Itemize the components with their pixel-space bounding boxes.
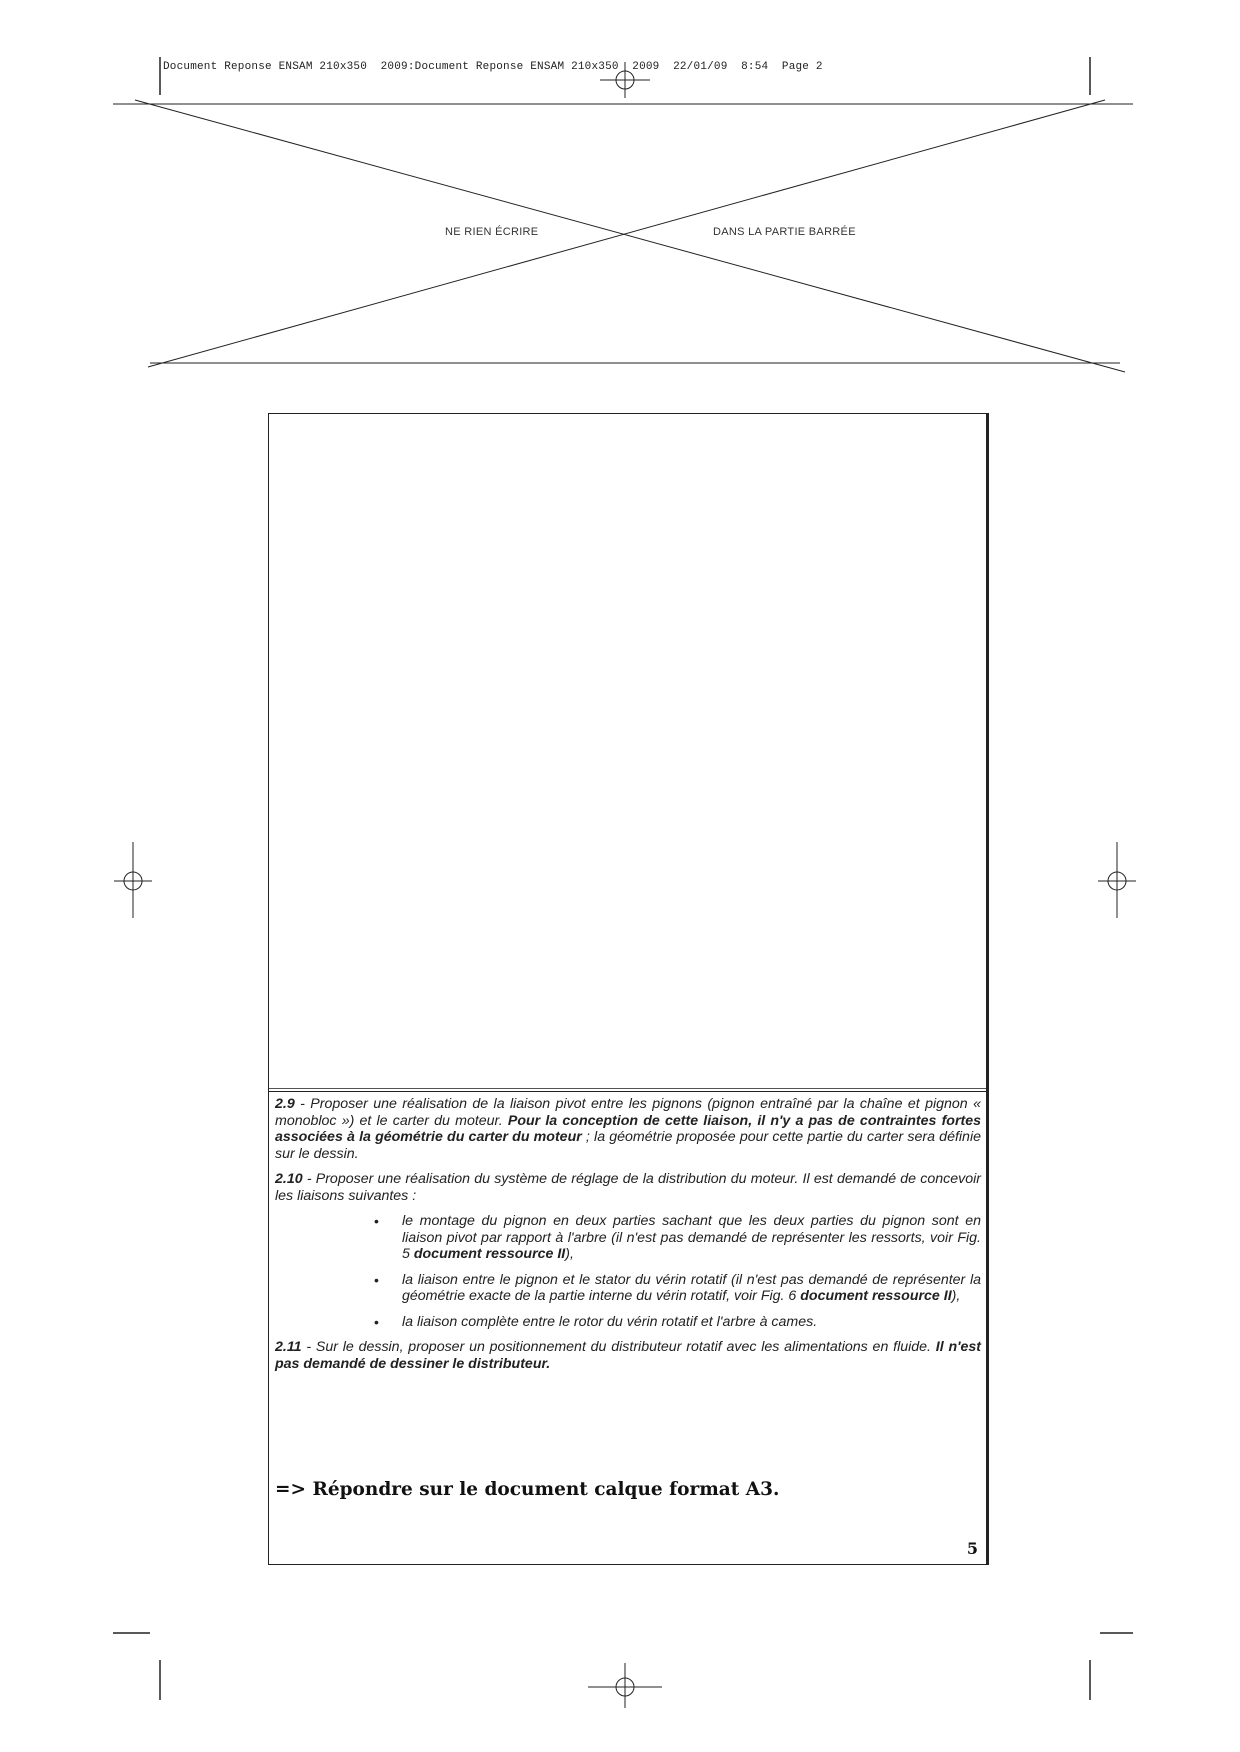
barred-zone-label-left: NE RIEN ÉCRIRE (445, 226, 539, 238)
registration-mark-right (1098, 842, 1136, 918)
questions-text (275, 1096, 981, 1381)
print-header: Document Reponse ENSAM 210x350 2009:Document Reponse ENSAM 210x350 2009 22/01/09 8:54 Page 2 (163, 61, 823, 73)
question-number: 2.9 (275, 1096, 295, 1112)
question-number: 2.10 (275, 1171, 303, 1187)
registration-mark-bottom (588, 1663, 662, 1708)
list-item: • le montage du pignon en deux parties sachant que les deux parties du pignon sont en liaison pivot par rapport à l'arbre (il n'est pas demandé de représenter les ressorts, voir Fig. 5 document ressource II), (402, 1213, 981, 1263)
question-number: 2.11 (275, 1339, 302, 1355)
answer-frame (268, 413, 989, 1565)
registration-mark-left (114, 842, 152, 918)
barred-zone-label-right: DANS LA PARTIE BARRÉE (713, 226, 856, 238)
answer-instruction: => Répondre sur le document calque format A3. (275, 1479, 780, 1500)
liaisons-list (275, 1213, 981, 1330)
question-2-11: 2.11 - Sur le dessin, proposer un positionnement du distributeur rotatif avec les alimentations en fluide. Il n'est pas demandé de dessiner le distributeur. (275, 1339, 981, 1372)
list-item: • la liaison entre le pignon et le stator du vérin rotatif (il n'est pas demandé de représenter la géométrie exacte de la partie interne du vérin rotatif, voir Fig. 6 document ressource II), (402, 1272, 981, 1305)
question-2-10: 2.10 - Proposer une réalisation du système de réglage de la distribution du moteur. Il est demandé de concevoir les liaisons suivantes : (275, 1171, 981, 1204)
question-2-9: 2.9 - Proposer une réalisation de la liaison pivot entre les pignons (pignon entraîné par la chaîne et pignon « monobloc ») et le carter du moteur. Pour la conception de cette liaison, il n'y a pas de contraintes fortes associées à la géométrie du carter du moteur ; la géométrie proposée pour cette partie du carter sera définie sur le dessin. (275, 1096, 981, 1162)
crop-marks-bottom (113, 1633, 1133, 1700)
barred-cross-line-1 (135, 100, 1125, 372)
list-item: • la liaison complète entre le rotor du vérin rotatif et l'arbre à cames. (402, 1314, 981, 1331)
drawing-area (269, 414, 986, 1092)
page-number: 5 (966, 1539, 978, 1558)
